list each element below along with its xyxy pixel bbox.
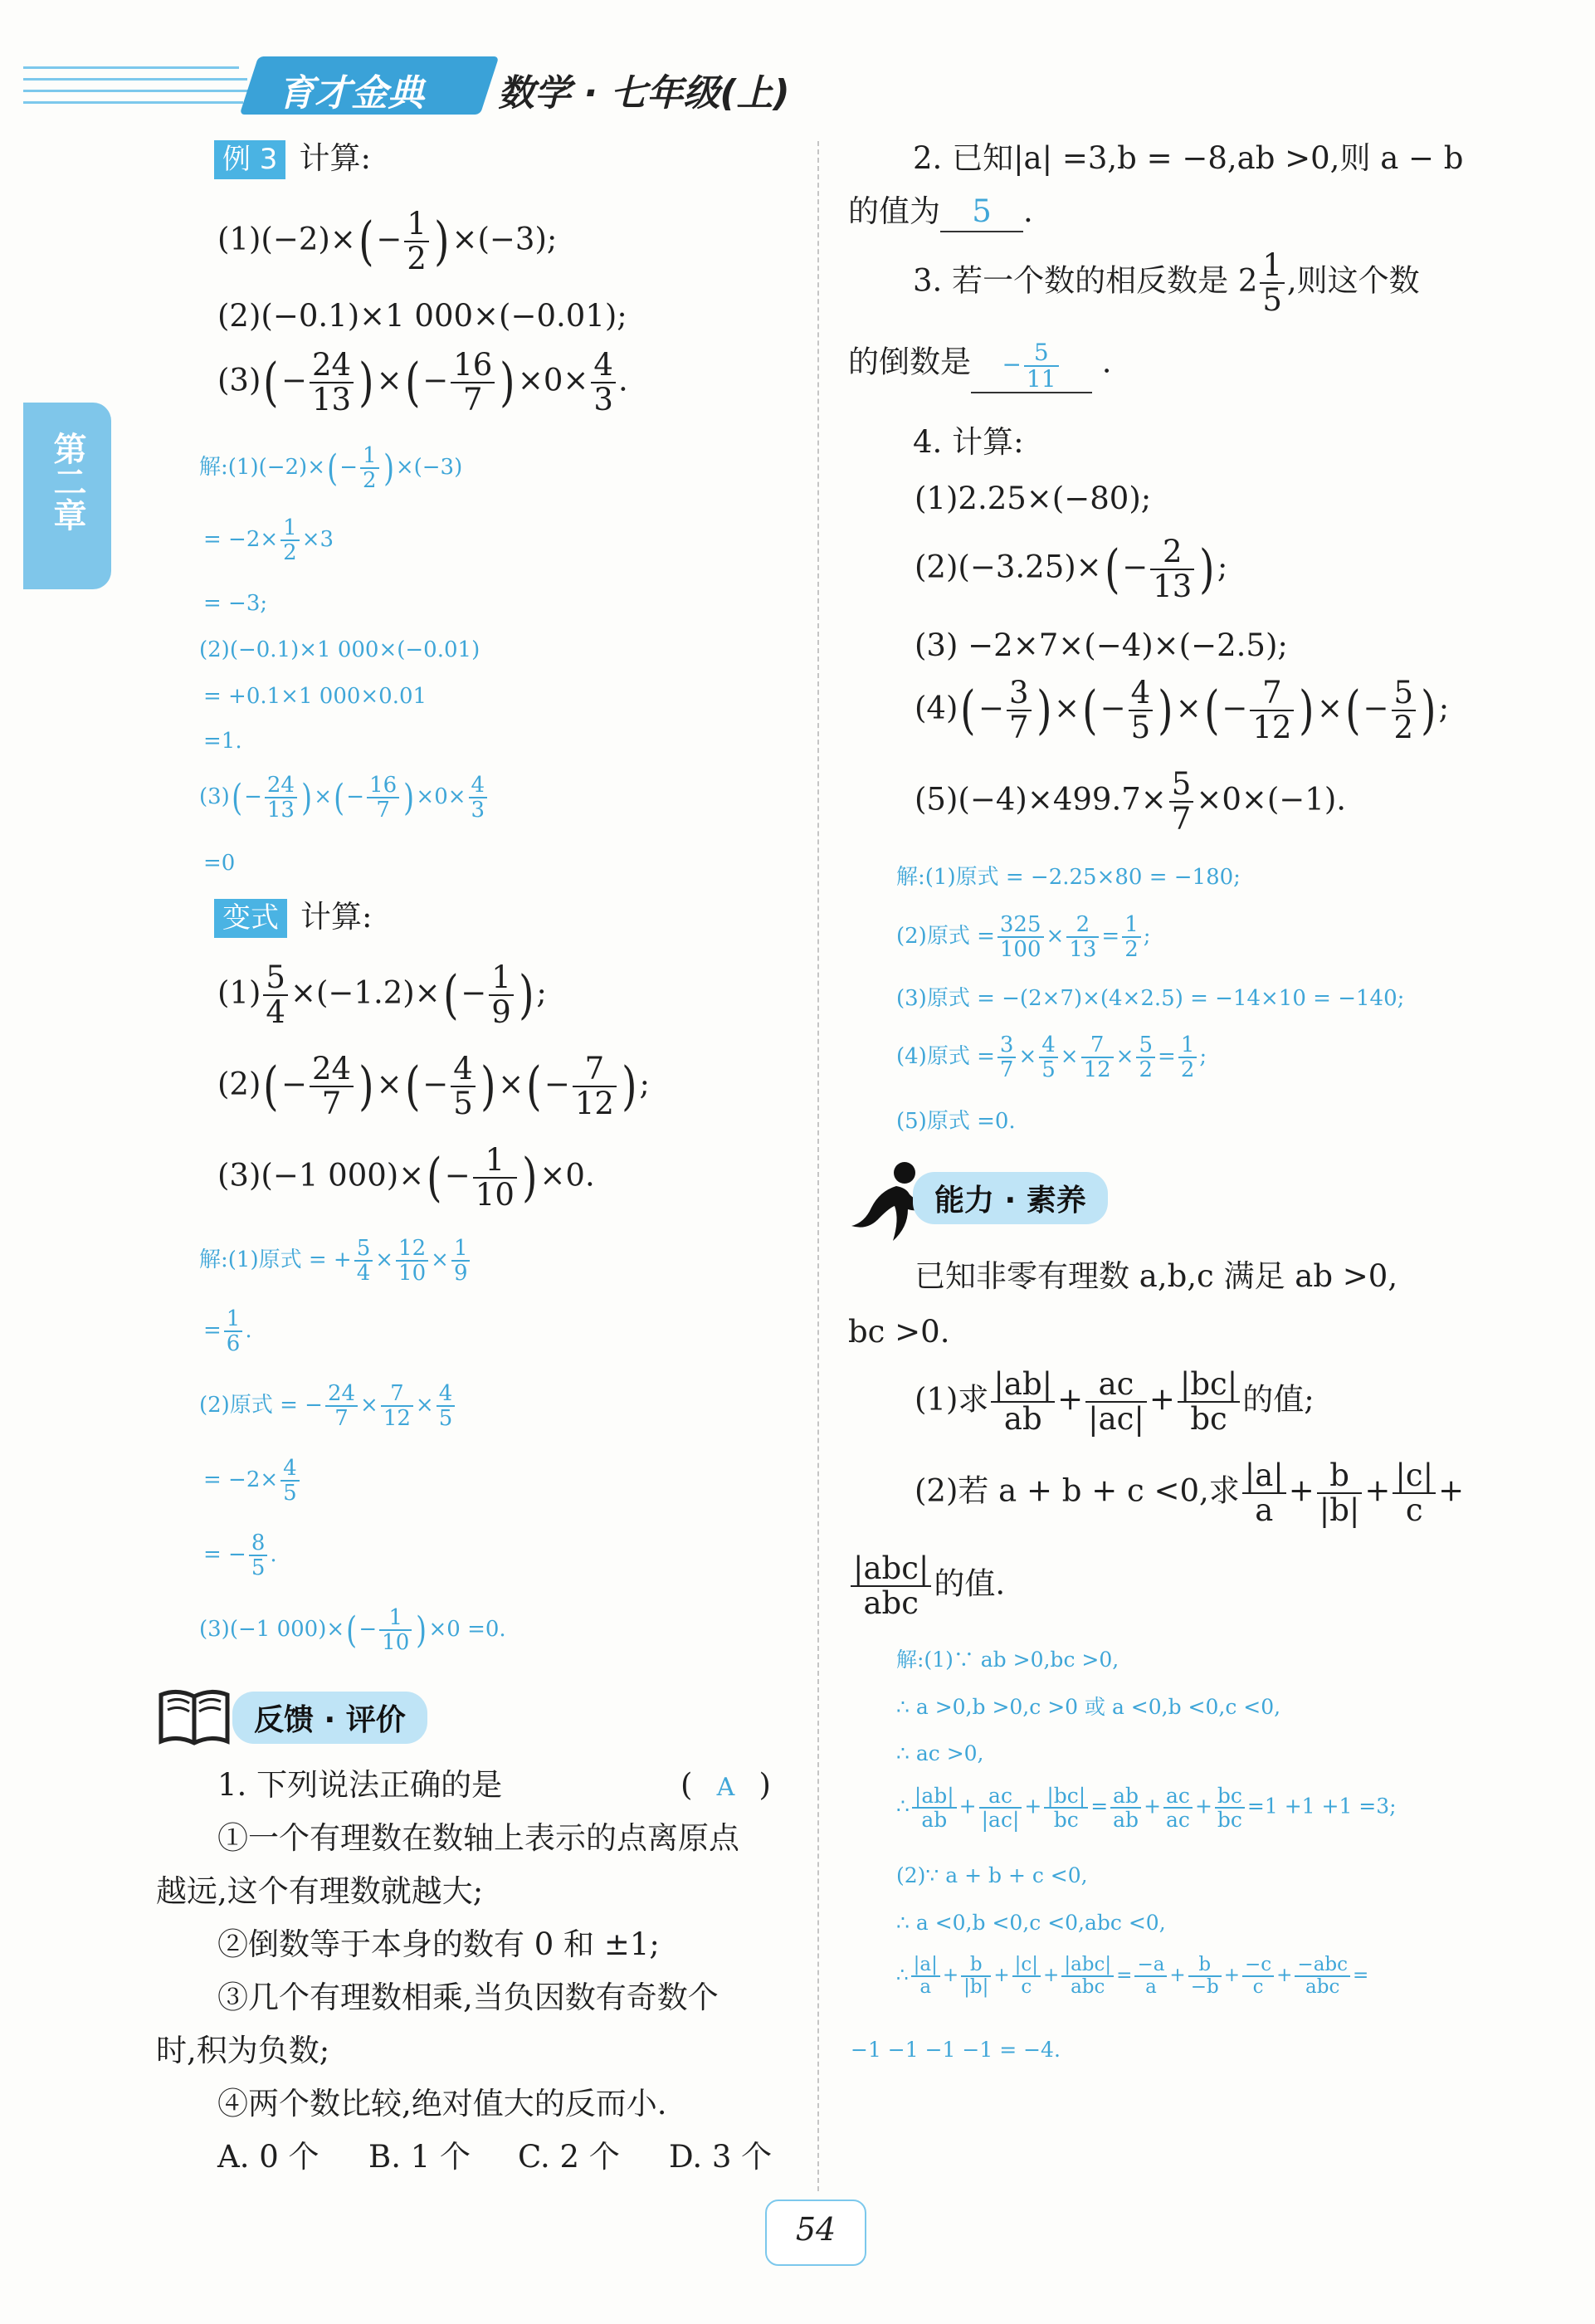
option-b: B. 1 个 — [368, 2139, 471, 2175]
variant-heading — [214, 898, 372, 938]
ability-sol-l6: ∴ a <0,b <0,c <0,abc <0, — [896, 1911, 1166, 1935]
ability-sol-l4: ∴ $\frac{|ab|}{ab}$ + $\frac{ac}{|ac|}$ + $\frac{|bc|}{bc}$ = $\frac{ab}{ab}$ + $\frac{ac}{ac}$ + $\frac{bc}{bc}$ =1 +1 +1 =3; — [896, 1784, 1397, 1832]
ability-q2-cont: $\frac{\text{|abc|}}{\text{abc}}$ 的值. — [848, 1552, 1005, 1620]
var-sol-l6: (3)(−1 000)×(− $\frac{1}{10}$ )×0 =0. — [199, 1605, 506, 1656]
variant-tag: 变式 — [214, 899, 287, 938]
feedback-p1-stem: 1. 下列说法正确的是 — [217, 1767, 503, 1803]
p4-sol-l5: (5)原式 =0. — [896, 1109, 1016, 1134]
example-3-heading — [214, 139, 371, 179]
ex3-sol-l1: 解:(1)(−2)×(− $\frac{1}{2}$ )×(−3) — [199, 443, 463, 494]
p4-sol-l2: (2)原式 = $\frac{325}{100}$ × $\frac{2}{13}$ = $\frac{1}{2}$ ; — [896, 912, 1151, 963]
var-q3: (3)(−1 000)×(− $\frac{1}{10}$ )×0. — [217, 1142, 595, 1213]
ability-title: 能力 · 素养 — [913, 1172, 1108, 1224]
p4-q1: (1)2.25×(−80); — [915, 481, 1152, 516]
feedback-s2: ②倒数等于本身的数有 0 和 ±1; — [217, 1926, 660, 1962]
ex3-sol-l7: (3)(− $\frac{24}{13}$ )×(− $\frac{16}{7}$ )×0× $\frac{4}{3}$ — [199, 774, 490, 822]
p3-answer: − $\frac{5}{11}$ — [971, 340, 1092, 393]
ability-stem-a: 已知非零有理数 a,b,c 满足 ab >0, — [915, 1258, 1398, 1294]
variant-title: 计算: — [300, 899, 373, 935]
page-number: 54 — [795, 2211, 837, 2248]
ability-sol-l7: ∴ $\frac{|a|}{a}$ + $\frac{b}{|b|}$ + $\frac{|c|}{c}$ + $\frac{\text{|abc|}}{\text{abc}}$ = $\frac{-a}{a}$ + $\frac{b}{-b}$ + $\frac{-c}{c}$ + $\frac{\text{−abc}}{\text{abc}}$ = — [896, 1954, 1369, 1998]
feedback-s4: ④两个数比较,绝对值大的反而小. — [217, 2086, 667, 2121]
var-q2: (2)(− $\frac{24}{7}$ )×(− $\frac{4}{5}$ )×(− $\frac{7}{12}$ ); — [217, 1051, 650, 1121]
var-sol-l5: = − $\frac{8}{5}$ . — [203, 1531, 277, 1581]
p3-line2: 的倒数是 − $\frac{5}{11}$ . — [848, 339, 1112, 393]
ability-sol-l3: ∴ ac >0, — [896, 1741, 984, 1765]
option-c: C. 2 个 — [518, 2139, 620, 2175]
ex3-sol-l8: =0 — [203, 851, 236, 876]
option-a: A. 0 个 — [217, 2139, 319, 2175]
header-brand: 育才金典 — [278, 72, 424, 115]
var-q1: (1) $\frac{5}{4}$ ×(−1.2)×(− $\frac{1}{9}$ ); — [217, 959, 547, 1030]
feedback-s1b: 越远,这个有理数就越大; — [156, 1873, 484, 1909]
ex3-sol-l4: (2)(−0.1)×1 000×(−0.01) — [199, 637, 480, 662]
ex3-q1: (1)(−2)×(− $\frac{1}{2}$ )×(−3); — [217, 206, 558, 276]
ability-stem-b: bc >0. — [848, 1314, 950, 1350]
p2-answer: 5 — [940, 193, 1023, 232]
ex3-q3: (3)(− $\frac{24}{13}$ )×(− $\frac{16}{7}$ )×0× $\frac{4}{3}$ . — [217, 347, 628, 417]
column-divider — [817, 141, 819, 2191]
ability-sol-l1: 解:(1)∵ ab >0,bc >0, — [896, 1648, 1119, 1672]
ability-title-bar — [913, 1172, 1108, 1224]
p4-sol-l3: (3)原式 = −(2×7)×(4×2.5) = −14×10 = −140; — [896, 986, 1405, 1011]
feedback-title-bar — [232, 1692, 427, 1744]
example-title: 计算: — [299, 140, 371, 176]
header-lines — [23, 60, 256, 118]
example-tag: 例 3 — [214, 140, 285, 179]
feedback-s3a: ③几个有理数相乘,当负因数有奇数个 — [217, 1980, 719, 2015]
ex3-sol-l2: = −2× $\frac{1}{2}$ ×3 — [203, 515, 334, 566]
p4-q2: (2)(−3.25)×(− $\frac{2}{13}$ ); — [915, 534, 1228, 604]
var-sol-l4: = −2× $\frac{4}{5}$ — [203, 1457, 302, 1505]
var-sol-l2: = $\frac{1}{6}$ . — [203, 1306, 252, 1357]
var-sol-l3: (2)原式 = − $\frac{24}{7}$ × $\frac{7}{12}$ × $\frac{4}{5}$ — [199, 1382, 457, 1430]
var-sol-l1: 解:(1)原式 = + $\frac{5}{4}$ × $\frac{12}{10}$ × $\frac{1}{9}$ — [199, 1237, 472, 1285]
ability-q2: (2)若 a + b + c <0,求 $\frac{|a|}{a}$ + $\frac{b}{|b|}$ + $\frac{|c|}{c}$ + — [915, 1457, 1465, 1528]
option-d: D. 3 个 — [669, 2139, 773, 2175]
ex3-sol-l5: = +0.1×1 000×0.01 — [203, 684, 427, 709]
p4-sol-l1: 解:(1)原式 = −2.25×80 = −180; — [896, 865, 1241, 890]
p4-q3: (3) −2×7×(−4)×(−2.5); — [915, 627, 1288, 663]
book-icon — [156, 1685, 232, 1748]
ability-sol-l2: ∴ a >0,b >0,c >0 或 a <0,b <0,c <0, — [896, 1695, 1281, 1719]
p4-sol-l4: (4)原式 = $\frac{3}{7}$ × $\frac{4}{5}$ × $\frac{7}{12}$ × $\frac{5}{2}$ = $\frac{1}{2}$ ; — [896, 1033, 1207, 1083]
ex3-sol-l6: =1. — [203, 729, 242, 754]
p2-line1: 2. 已知|a| =3,b = −8,ab >0,则 a − b — [913, 140, 1464, 176]
feedback-s3b: 时,积为负数; — [156, 2033, 330, 2068]
ex3-sol-l3: = −3; — [203, 591, 268, 616]
header-subject: 数学 · 七年级(上) — [498, 72, 790, 115]
p4-q4: (4)(− $\frac{3}{7}$ )×(− $\frac{4}{5}$ )×(− $\frac{7}{12}$ )×(− $\frac{5}{2}$ ); — [915, 675, 1450, 745]
ex3-q2: (2)(−0.1)×1 000×(−0.01); — [217, 298, 627, 334]
chapter-tab-label: 第二章 — [48, 432, 86, 531]
feedback-p1-answer: A — [716, 1773, 735, 1802]
ability-sol-l5: (2)∵ a + b + c <0, — [896, 1863, 1088, 1887]
feedback-s1a: ①一个有理数在数轴上表示的点离原点 — [217, 1820, 739, 1856]
p4-q5: (5)(−4)×499.7× $\frac{5}{7}$ ×0×(−1). — [915, 766, 1347, 837]
p3-line1: 3. 若一个数的相反数是 2 $\frac{1}{5}$ ,则这个数 — [913, 247, 1420, 318]
p4-title: 4. 计算: — [913, 424, 1024, 460]
ability-sol-l8: −1 −1 −1 −1 = −4. — [851, 2038, 1061, 2062]
p2-line2: 的值为 5 . — [848, 193, 1033, 232]
feedback-p1-answer-bracket: ( A ) — [680, 1767, 771, 1803]
feedback-title: 反馈 · 评价 — [232, 1692, 427, 1744]
ability-q1: (1)求 $\frac{|ab|}{ab}$ + $\frac{ac}{|ac|}$ + $\frac{|bc|}{bc}$ 的值; — [915, 1366, 1315, 1437]
